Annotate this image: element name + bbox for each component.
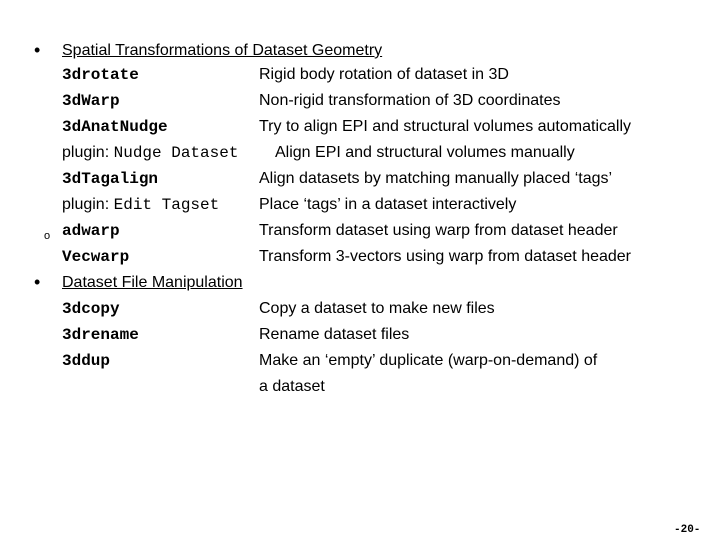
command-description: Transform dataset using warp from dataset header: [259, 222, 618, 239]
command-description: Non-rigid transformation of 3D coordinates: [259, 92, 561, 109]
plugin-label: plugin:: [62, 196, 110, 213]
command-name: 3dAnatNudge: [62, 118, 168, 136]
command-name: 3dcopy: [62, 300, 120, 318]
list-item: [0, 196, 720, 222]
list-item: [0, 170, 720, 196]
command-description: Place ‘tags’ in a dataset interactively: [259, 196, 517, 213]
command-name: adwarp: [62, 222, 120, 240]
command-name: 3drename: [62, 326, 139, 344]
bullet-icon: •: [34, 272, 41, 292]
plugin-name: Edit Tagset: [113, 196, 220, 214]
command-description: Align EPI and structural volumes manually: [275, 144, 575, 161]
command-description: Align datasets by matching manually placed ‘tags’: [259, 170, 613, 187]
plugin-label: plugin:: [62, 144, 110, 161]
command-name: Vecwarp: [62, 248, 130, 266]
plugin-name: Nudge Dataset: [113, 144, 239, 162]
list-item: [0, 66, 720, 92]
list-item: [0, 352, 720, 378]
sub-bullet-icon: o: [44, 230, 51, 242]
command-description: Transform 3-vectors using warp from dataset header: [259, 248, 632, 265]
plugin-entry: [62, 196, 219, 214]
command-name: 3dTagalign: [62, 170, 159, 188]
section-heading-row: [0, 40, 720, 66]
plugin-entry: [62, 144, 238, 162]
list-item: [0, 144, 720, 170]
command-description: Make an ‘empty’ duplicate (warp-on-demand) of: [259, 352, 598, 369]
command-description: Try to align EPI and structural volumes automatically: [259, 118, 632, 135]
command-description: Rigid body rotation of dataset in 3D: [259, 66, 509, 83]
list-item: [0, 118, 720, 144]
section-heading-row: [0, 272, 720, 298]
list-item: [0, 248, 720, 274]
command-description: Copy a dataset to make new files: [259, 300, 495, 317]
command-name: 3drotate: [62, 66, 139, 84]
section-heading: Dataset File Manipulation: [62, 274, 243, 291]
command-description-continued: a dataset: [259, 378, 325, 395]
bullet-icon: •: [34, 40, 41, 60]
list-item: [0, 326, 720, 352]
section-heading: Spatial Transformations of Dataset Geometry: [62, 42, 383, 59]
command-description: Rename dataset files: [259, 326, 410, 343]
list-item: [0, 222, 720, 248]
page-number: -20-: [674, 524, 701, 536]
list-item: [0, 300, 720, 326]
command-name: 3dWarp: [62, 92, 120, 110]
list-item: [0, 92, 720, 118]
command-name: 3ddup: [62, 352, 111, 370]
list-item-continuation: [0, 378, 720, 404]
